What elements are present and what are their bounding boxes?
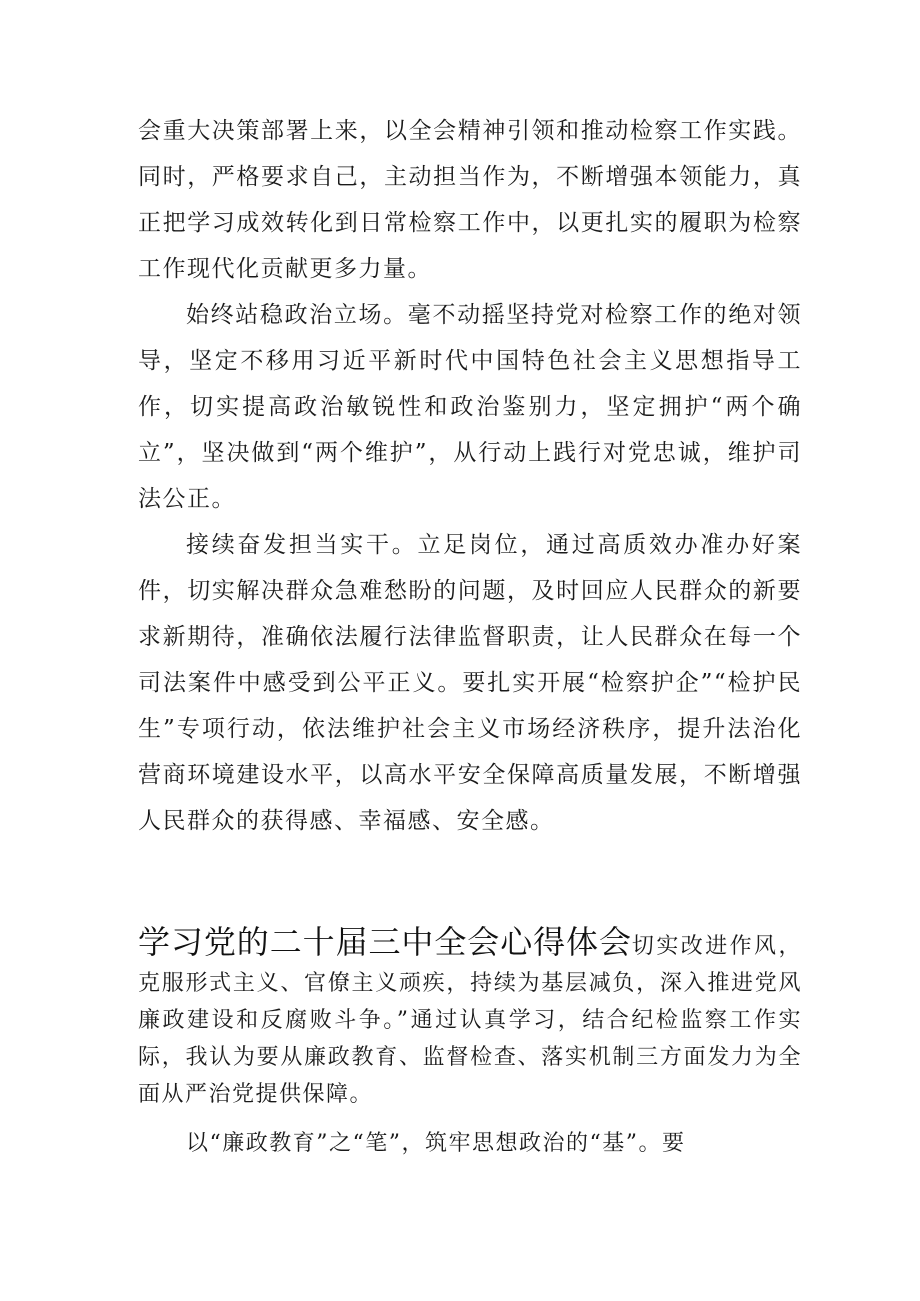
section-title: 学习党的二十届三中全会心得体会: [138, 923, 632, 961]
section-paragraph-2: 以“廉政教育”之“笔”，筑牢思想政治的“基”。要: [186, 1131, 686, 1156]
document-page: [138, 108, 802, 1165]
section-body: 切实改进作风，克服形式主义、官僚主义顽疾，持续为基层减负，深入推进党风廉政建设和反腐败斗争。”通过认真学习，结合纪检监察工作实际，我认为要从廉政教育、监督检查、落实机制三方面发力为全面从严治党提供保障。: [138, 934, 802, 1107]
paragraph-1: 会重大决策部署上来，以全会精神引领和推动检察工作实践。同时，严格要求自己，主动担当作为，不断增强本领能力，真正把学习成效转化到日常检察工作中，以更扎实的履职为检察工作现代化贡献更多力量。: [138, 118, 802, 282]
paragraph-3: 接续奋发担当实干。立足岗位，通过高质效办准办好案件，切实解决群众急难愁盼的问题，及时回应人民群众的新要求新期待，准确依法履行法律监督职责，让人民群众在每一个司法案件中感受到公平正义。要扎实开展“检察护企”“检护民生”专项行动，依法维护社会主义市场经济秩序，提升法治化营商环境建设水平，以高水平安全保障高质量发展，不断增强人民群众的获得感、幸福感、安全感。: [138, 532, 802, 834]
paragraph-2: 始终站稳政治立场。毫不动摇坚持党对检察工作的绝对领导，坚定不移用习近平新时代中国特色社会主义思想指导工作，切实提高政治敏锐性和政治鉴别力，坚定拥护“两个确立”，坚决做到“两个维护”，从行动上践行对党忠诚，维护司法公正。: [138, 302, 802, 512]
section-block: [138, 924, 802, 1165]
section-intro: [138, 924, 802, 1113]
